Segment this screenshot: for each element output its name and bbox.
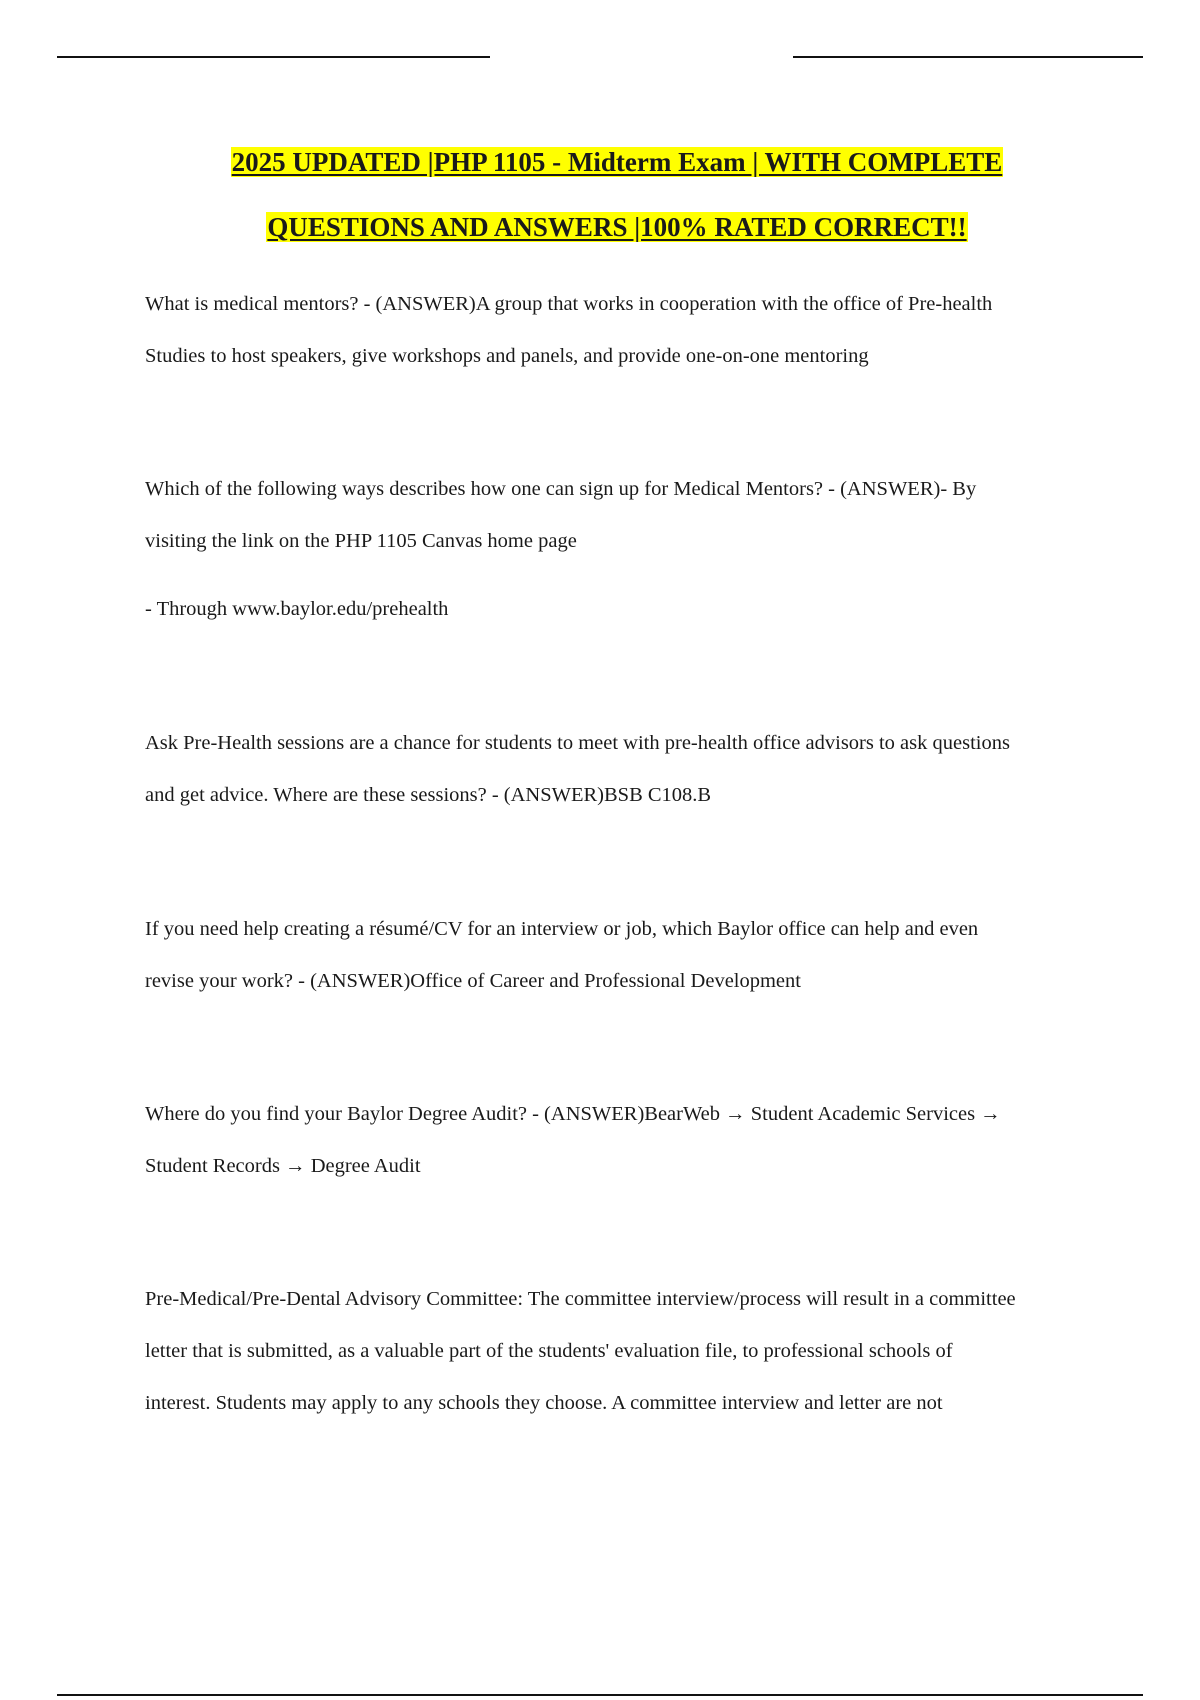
document-title-line-2	[0, 211, 1200, 243]
qa-line: Where do you find your Baylor Degree Audit? - (ANSWER)BearWeb → Student Academic Services →	[145, 1103, 1001, 1125]
qa-resume-cv-help	[145, 903, 1105, 1007]
header-rule-left	[57, 56, 490, 58]
qa-line: If you need help creating a résumé/CV for an interview or job, which Baylor office can help and even	[145, 918, 979, 940]
qa-degree-audit	[145, 1088, 1105, 1192]
qa-line: What is medical mentors? - (ANSWER)A group that works in cooperation with the office of Pre-health	[145, 293, 993, 315]
title-highlight-1: 2025 UPDATED |PHP 1105 - Midterm Exam | WITH COMPLETE	[231, 147, 1003, 177]
qa-line: Ask Pre-Health sessions are a chance for students to meet with pre-health office advisors to ask questions	[145, 732, 1010, 754]
qa-line: Pre-Medical/Pre-Dental Advisory Committee: The committee interview/process will result in a committee	[145, 1288, 1016, 1310]
qa-line: interest. Students may apply to any schools they choose. A committee interview and letter are not	[145, 1392, 943, 1414]
qa-sign-up-answer-continued	[145, 583, 1105, 635]
qa-line: Which of the following ways describes how one can sign up for Medical Mentors? - (ANSWER)- By	[145, 478, 977, 500]
qa-sign-up-medical-mentors	[145, 463, 1105, 567]
qa-line: Studies to host speakers, give workshops and panels, and provide one-on-one mentoring	[145, 345, 869, 367]
document-title-line-1	[0, 146, 1200, 178]
qa-line: Student Records → Degree Audit	[145, 1155, 421, 1177]
qa-line: and get advice. Where are these sessions? - (ANSWER)BSB C108.B	[145, 784, 712, 806]
header-rule-right	[793, 56, 1143, 58]
qa-ask-pre-health-sessions	[145, 717, 1105, 821]
qa-medical-mentors	[145, 278, 1105, 382]
qa-line: visiting the link on the PHP 1105 Canvas home page	[145, 530, 577, 552]
qa-line: - Through www.baylor.edu/prehealth	[145, 598, 449, 620]
qa-line: letter that is submitted, as a valuable part of the students' evaluation file, to professional schools of	[145, 1340, 953, 1362]
qa-line: revise your work? - (ANSWER)Office of Career and Professional Development	[145, 970, 801, 992]
footer-rule	[57, 1694, 1143, 1696]
title-highlight-2: QUESTIONS AND ANSWERS |100% RATED CORRECT!!	[267, 212, 967, 242]
qa-advisory-committee	[145, 1273, 1105, 1429]
